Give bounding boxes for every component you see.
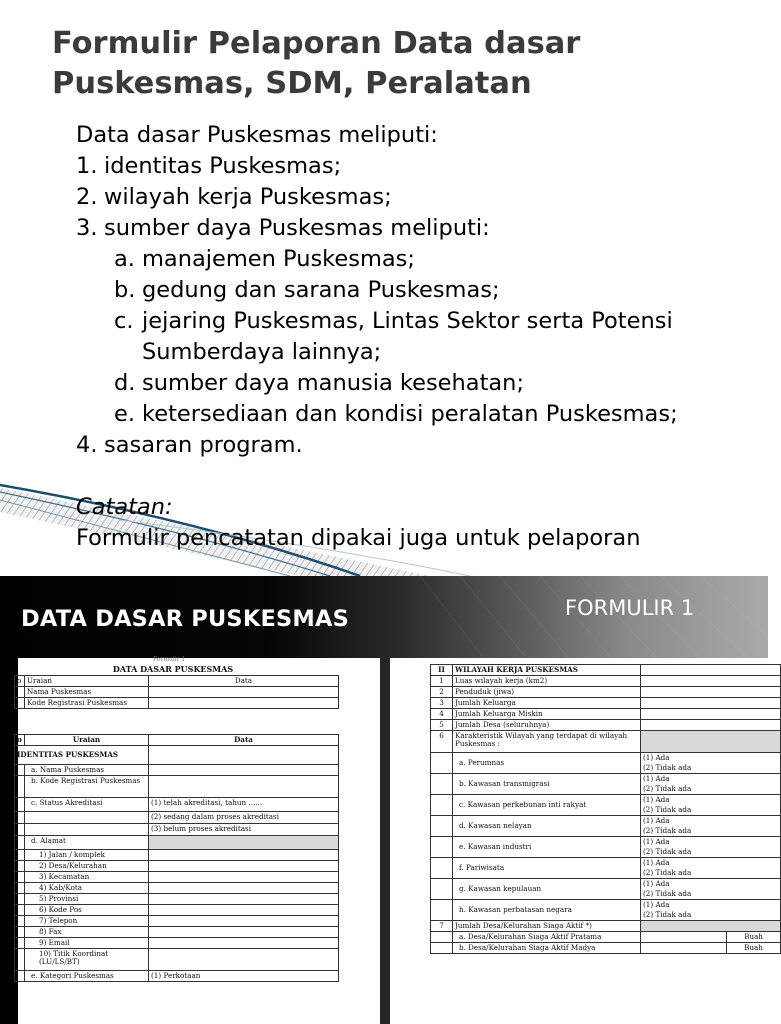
table-row [431,932,781,943]
uraian-cell: Jumlah Desa/Kelurahan Siaga Aktif *) [453,921,641,932]
table-row [15,905,339,916]
table-cell [149,698,339,709]
data-cell [149,836,339,850]
sub-list-text: manajemen Puskesmas; [142,246,415,272]
table-cell [15,916,25,927]
table-row [15,949,339,971]
section-title: IDENTITAS PUSKESMAS [15,746,149,765]
data-cell [641,943,727,954]
data-cell [149,905,339,916]
data-cell [149,927,339,938]
unit-cell: Buah [727,932,781,943]
row-number: 4 [431,709,453,720]
slide-2 [0,576,768,1024]
data-cell [149,949,339,971]
note-text: Formulir pencatatan dipakai juga untuk pelaporan [76,525,641,551]
karakteristik-row [431,900,781,911]
section-row [431,665,781,676]
option-tidak-ada: (2) Tidak ada [641,868,781,879]
row-number: 1 [431,676,453,687]
option-ada: (1) Ada [641,858,781,869]
uraian-cell: b. Kode Registrasi Puskesmas [25,776,149,798]
list-number: 4. [76,432,98,458]
sub-list-text: sumber daya manusia kesehatan; [142,370,525,396]
table-cell: Data [149,676,339,687]
intro-line [76,120,766,151]
unit-cell: Buah [727,943,781,954]
karakteristik-label: c. Kawasan perkebunan inti rakyat [453,795,641,816]
data-cell [149,776,339,798]
table-cell [431,858,453,879]
table-cell [641,665,781,676]
uraian-cell [25,812,149,824]
row-number: 7 [431,921,453,932]
uraian-cell [25,824,149,836]
note-text-line [76,523,766,554]
table-cell [431,932,453,943]
table-row [15,765,339,776]
data-cell [149,938,339,949]
table-cell [15,798,25,812]
identity-table [14,734,339,982]
list-number: 2. [76,184,98,210]
table-row [15,938,339,949]
uraian-cell: 1) Jalan / komplek [25,850,149,861]
table-row [431,709,781,720]
note-label: Catatan: [76,494,173,520]
note-label-line [76,492,766,523]
data-cell [149,850,339,861]
slide-2-title: DATA DASAR PUSKESMAS [21,606,350,632]
table-cell [15,824,25,836]
table-cell [431,816,453,837]
option-tidak-ada: (2) Tidak ada [641,847,781,858]
table-row [15,698,339,709]
table-cell [15,850,25,861]
list-text: sasaran program. [104,432,303,458]
list-text: identitas Puskesmas; [104,153,342,179]
table-row [431,698,781,709]
data-cell [149,894,339,905]
header-table [14,675,339,709]
table-row [15,776,339,798]
row-number: 3 [431,698,453,709]
table-cell [431,837,453,858]
row-number: 2 [431,687,453,698]
table-cell [15,927,25,938]
karakteristik-label: a. Perumnas [453,753,641,774]
data-cell: (1) telah akreditasi, tahun ...... [149,798,339,812]
option-ada: (1) Ada [641,816,781,827]
uraian-cell: Penduduk (jiwa) [453,687,641,698]
data-cell: (2) sedang dalam proses akreditasi [149,812,339,824]
data-cell [641,676,781,687]
sub-list-item [76,368,766,399]
table-cell: Uraian [25,676,149,687]
table-row [15,798,339,812]
karakteristik-row [431,753,781,764]
karakteristik-row [431,837,781,848]
table-cell: Uraian [25,735,149,746]
uraian-cell: Jumlah Keluarga [453,698,641,709]
data-cell [641,709,781,720]
list-number: 1. [76,153,98,179]
wilayah-table [430,664,781,954]
data-cell [149,861,339,872]
karakteristik-row [431,795,781,806]
table-row [431,943,781,954]
sub-list-text: ketersediaan dan kondisi peralatan Puskesmas; [142,401,678,427]
karakteristik-row [431,858,781,869]
uraian-cell: 9) Email [25,938,149,949]
uraian-cell: Karakteristik Wilayah yang terdapat di wilayah Puskesmas : [453,731,641,753]
table-row [15,812,339,824]
data-cell [641,698,781,709]
spacer [76,461,766,492]
table-cell [15,698,25,709]
sub-list-text-continued: Sumberdaya lainnya; [142,339,382,365]
option-tidak-ada: (2) Tidak ada [641,805,781,816]
table-cell [15,861,25,872]
table-cell [431,795,453,816]
table-row [15,861,339,872]
option-ada: (1) Ada [641,900,781,911]
karakteristik-label: b. Kawasan transmigrasi [453,774,641,795]
uraian-cell: 8) Fax [25,927,149,938]
table-row [15,927,339,938]
table-row [431,720,781,731]
uraian-cell: 10) Titik Koordinat (LU/LS/BT) [25,949,149,971]
karakteristik-label: e. Kawasan industri [453,837,641,858]
data-cell [641,720,781,731]
option-ada: (1) Ada [641,879,781,890]
karakteristik-label: h. Kawasan perbatasan negara [453,900,641,921]
option-ada: (1) Ada [641,795,781,806]
row-number: 5 [431,720,453,731]
option-ada: (1) Ada [641,774,781,785]
karakteristik-row [431,816,781,827]
table-row [15,894,339,905]
option-ada: (1) Ada [641,753,781,764]
table-row [15,872,339,883]
slide-body [76,120,766,554]
uraian-cell: Jumlah Keluarga Miskin [453,709,641,720]
list-text: sumber daya Puskesmas meliputi: [104,215,490,241]
option-tidak-ada: (2) Tidak ada [641,910,781,921]
sub-list-letter: e. [114,401,135,427]
table-cell [149,687,339,698]
uraian-cell: b. Desa/Kelurahan Siaga Aktif Madya [453,943,641,954]
table-cell [15,949,25,971]
sub-list-item [76,306,766,337]
table-cell: Nama Puskesmas [25,687,149,698]
uraian-cell: 5) Provinsi [25,894,149,905]
data-cell: (3) belum proses akreditasi [149,824,339,836]
table-cell [15,938,25,949]
table-row [15,850,339,861]
data-cell [149,916,339,927]
option-tidak-ada: (2) Tidak ada [641,889,781,900]
slide-title: Formulir Pelaporan Data dasar Puskesmas, SDM, Peralatan [52,26,581,101]
sub-list-letter: c. [114,308,134,334]
sub-list-letter: d. [114,370,136,396]
table-cell: Data [149,735,339,746]
table-cell [15,812,25,824]
table-cell [15,872,25,883]
list-number: 3. [76,215,98,241]
table-header-row [15,676,339,687]
form-top-note: Formulir 1 [153,656,186,663]
table-row [431,687,781,698]
option-tidak-ada: (2) Tidak ada [641,763,781,774]
table-row [15,836,339,850]
uraian-cell: 3) Kecamatan [25,872,149,883]
karakteristik-label: d. Kawasan nelayan [453,816,641,837]
uraian-cell: 4) Kab/Kota [25,883,149,894]
karakteristik-label: g. Kawasan kepulauan [453,879,641,900]
table-cell [431,879,453,900]
table-row [431,731,781,753]
uraian-cell: Jumlah Desa (seluruhnya) [453,720,641,731]
list-text: wilayah kerja Puskesmas; [104,184,392,210]
sub-list-letter: b. [114,277,136,303]
list-item [76,182,766,213]
list-item [76,430,766,461]
table-row [15,916,339,927]
table-cell [431,900,453,921]
table-row [15,883,339,894]
table-cell [15,836,25,850]
data-cell [149,765,339,776]
table-row [15,687,339,698]
uraian-cell: Luas wilayah kerja (km2) [453,676,641,687]
data-cell [149,872,339,883]
table-cell [15,687,25,698]
sub-list-item [76,399,766,430]
uraian-cell: a. Desa/Kelurahan Siaga Aktif Pratama [453,932,641,943]
table-cell [15,765,25,776]
section-row [15,746,339,765]
sub-list-item [76,244,766,275]
table-row [15,971,339,982]
data-cell [641,932,727,943]
table-cell [149,746,339,765]
table-cell [15,776,25,798]
sub-list-item [76,275,766,306]
karakteristik-label: f. Pariwisata [453,858,641,879]
table-cell [15,883,25,894]
option-ada: (1) Ada [641,837,781,848]
sub-list-letter: a. [114,246,135,272]
uraian-cell: 6) Kode Pos [25,905,149,916]
table-cell [15,971,25,982]
table-row [431,921,781,932]
karakteristik-row [431,774,781,785]
form-page-left [18,658,380,1024]
section-number: II [431,665,453,676]
table-cell [431,943,453,954]
uraian-cell: 7) Telepon [25,916,149,927]
table-header-row [15,735,339,746]
table-cell: o [15,735,25,746]
row-number: 6 [431,731,453,753]
table-cell: o [15,676,25,687]
table-cell [431,774,453,795]
uraian-cell: e. Kategori Puskesmas [25,971,149,982]
table-cell: Kode Registrasi Puskesmas [25,698,149,709]
sub-list-text: gedung dan sarana Puskesmas; [142,277,500,303]
sub-list-item-continued [76,337,766,368]
data-cell [149,883,339,894]
list-item [76,151,766,182]
intro-text: Data dasar Puskesmas meliputi: [76,122,438,148]
table-cell [431,753,453,774]
data-cell [641,731,781,753]
table-cell [15,905,25,916]
uraian-cell: c. Status Akreditasi [25,798,149,812]
list-item [76,213,766,244]
data-cell: (1) Perkotaan [149,971,339,982]
form-caption: DATA DASAR PUSKESMAS [112,664,234,674]
data-cell [641,687,781,698]
section-title: WILAYAH KERJA PUSKESMAS [453,665,641,676]
option-tidak-ada: (2) Tidak ada [641,784,781,795]
table-row [15,824,339,836]
form-page-right [390,658,768,1024]
uraian-cell: 2) Desa/Kelurahan [25,861,149,872]
karakteristik-row [431,879,781,890]
table-row [431,676,781,687]
sub-list-text: jejaring Puskesmas, Lintas Sektor serta Potensi [142,308,673,334]
data-cell [641,921,781,932]
uraian-cell: a. Nama Puskesmas [25,765,149,776]
table-cell [15,894,25,905]
formulir-label: FORMULIR 1 [565,596,695,620]
option-tidak-ada: (2) Tidak ada [641,826,781,837]
uraian-cell: d. Alamat [25,836,149,850]
